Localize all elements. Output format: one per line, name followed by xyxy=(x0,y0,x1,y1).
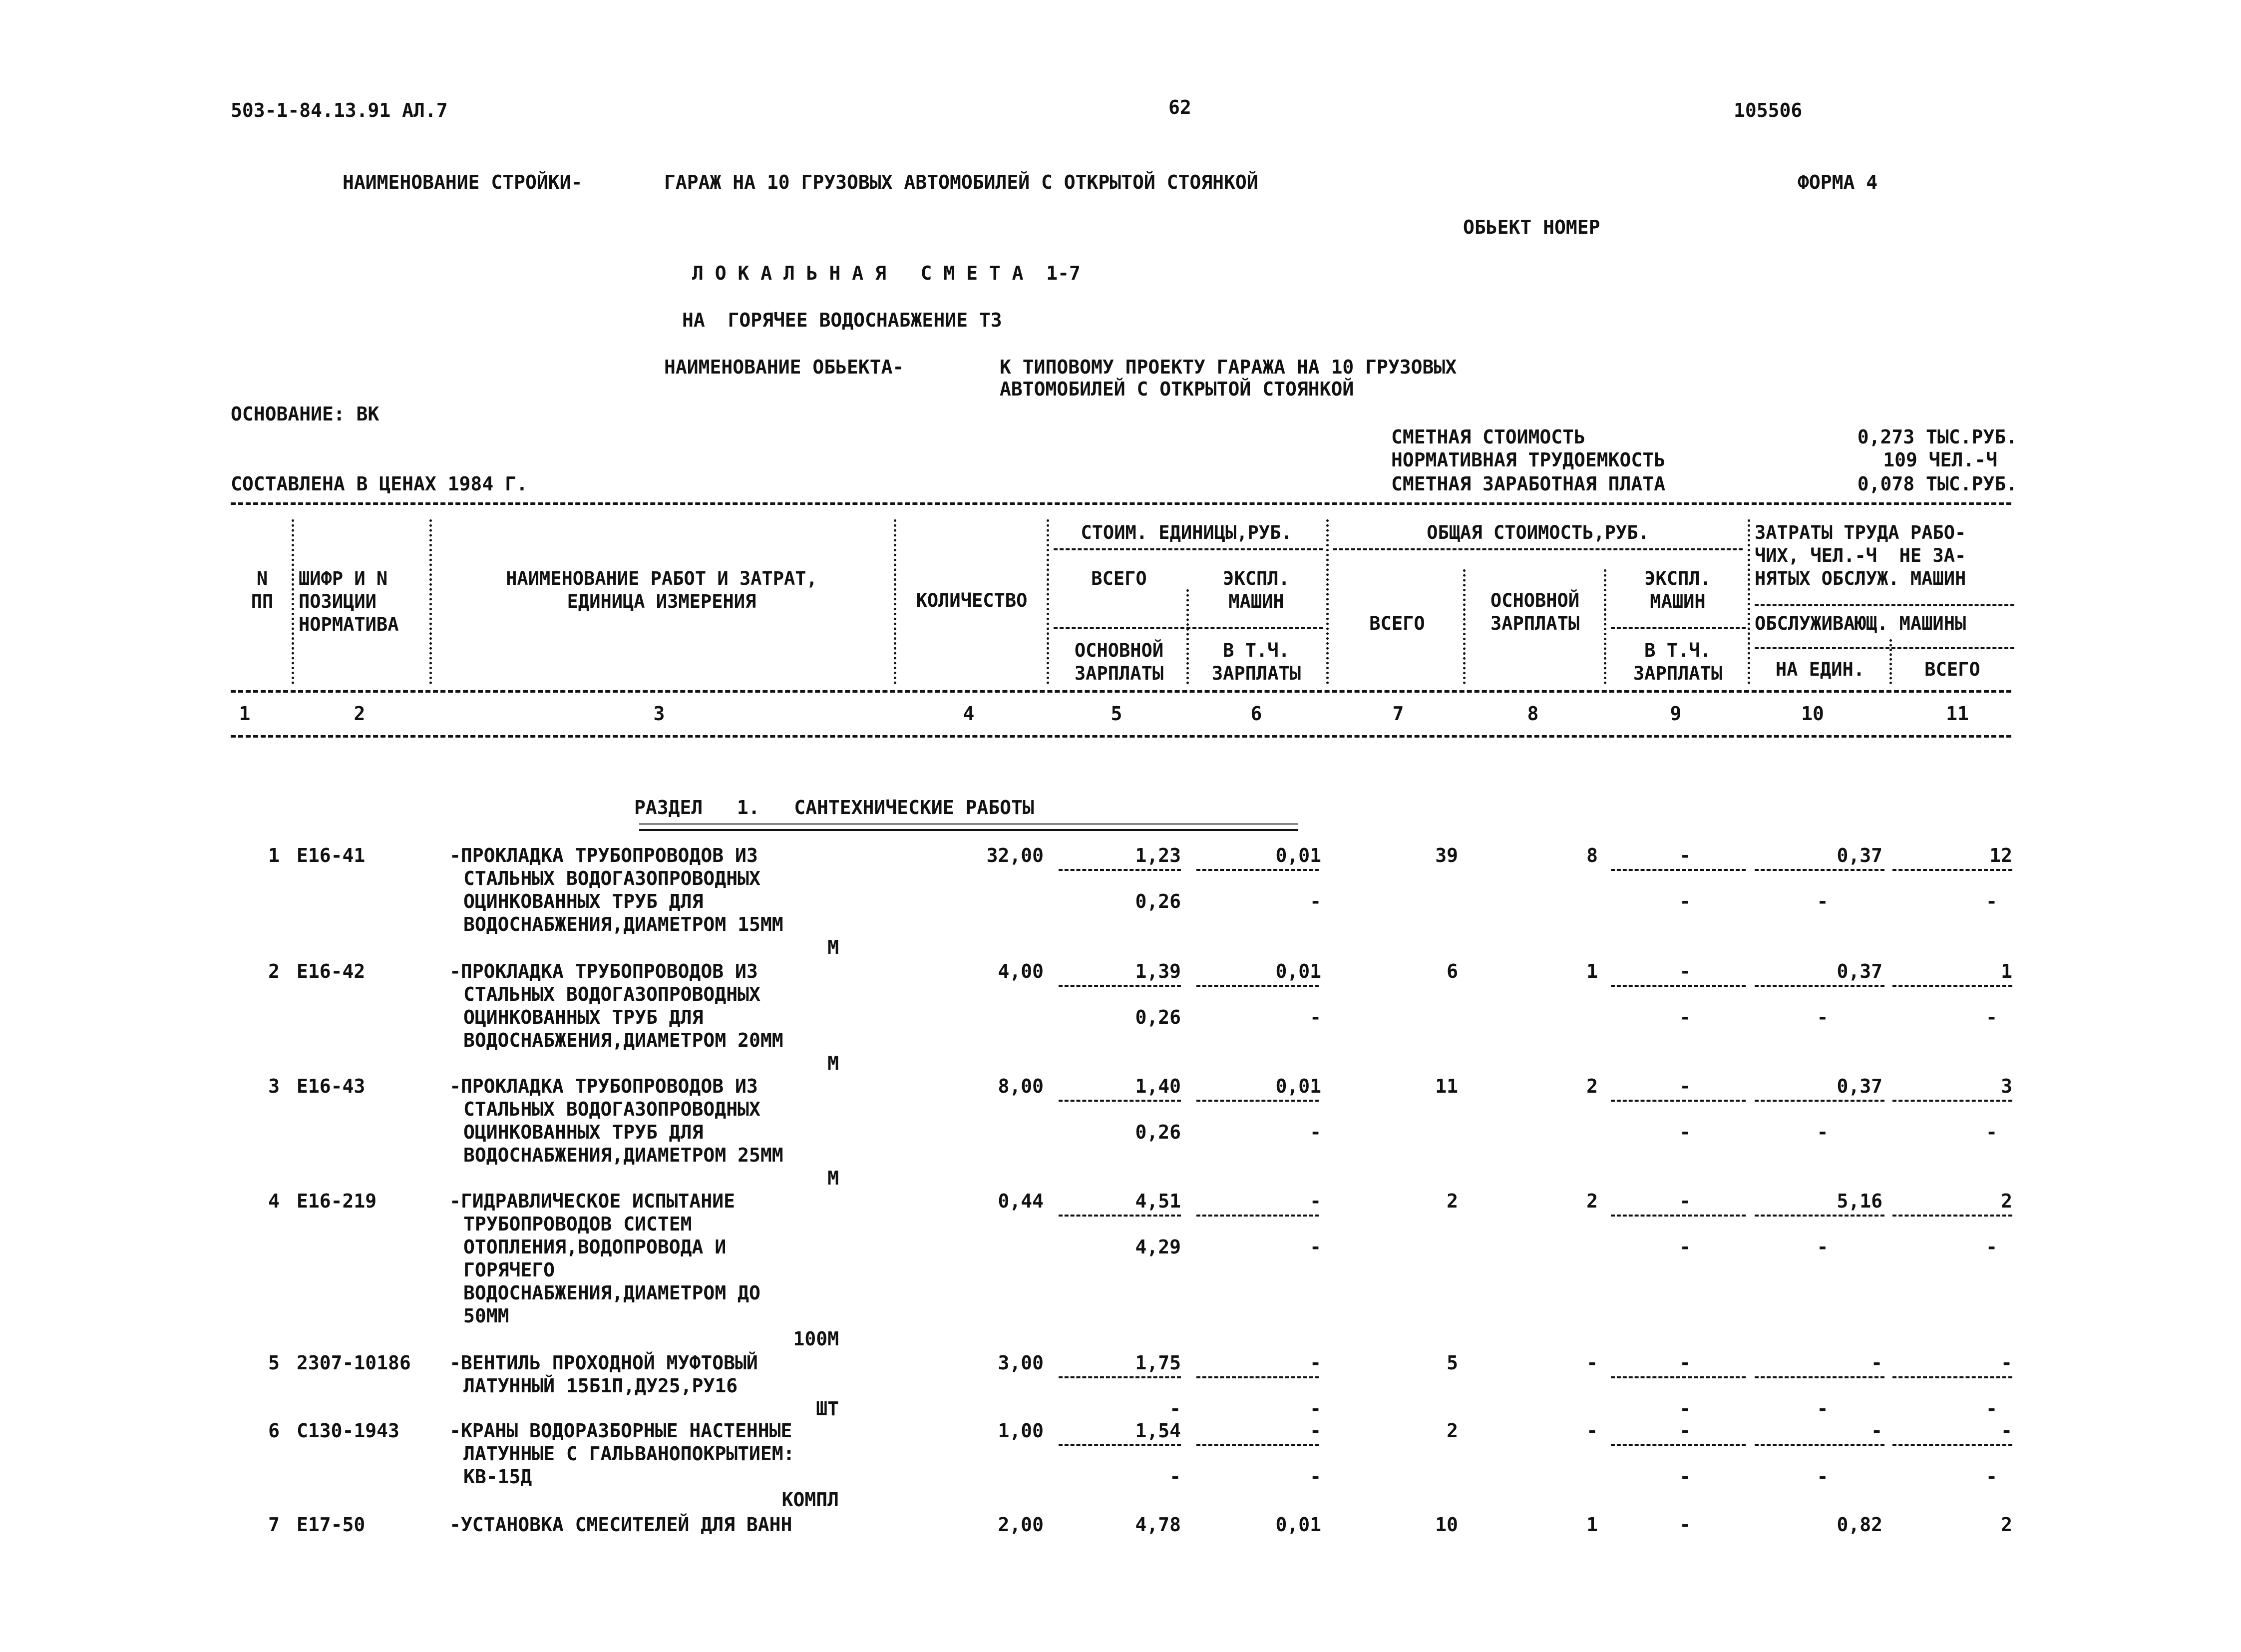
row-description: -ПРОКЛАДКА ТРУБОПРОВОДОВ ИЗ xyxy=(449,960,758,982)
row-description: ЛАТУННЫЕ С ГАЛЬВАНОПОКРЫТИЕМ: xyxy=(463,1443,795,1465)
row-total-wage: 8 xyxy=(1586,844,1598,866)
hdr-labor-service: ОБСЛУЖИВАЮЩ. МАШИНЫ xyxy=(1755,613,1966,634)
hdr-labor-per-unit: НА ЕДИН. xyxy=(1775,659,1865,680)
row-total-machines: - xyxy=(1679,844,1691,866)
hdr-unit-incl-wage: В Т.Ч. ЗАРПЛАТЫ xyxy=(1211,640,1301,684)
hdr-labor-total: ВСЕГО xyxy=(1924,659,1980,680)
col-sep xyxy=(429,519,432,684)
col-sep xyxy=(1326,519,1329,684)
row-rule xyxy=(1611,985,1746,987)
row-labor-total: - xyxy=(2001,1420,2012,1442)
row-quantity: 2,00 xyxy=(998,1514,1044,1536)
row-rule xyxy=(1892,1444,2012,1446)
row-labor-total: - xyxy=(2001,1352,2012,1374)
row-number: 1 xyxy=(268,844,280,866)
document-code: 503-1-84.13.91 АЛ.7 xyxy=(231,99,448,121)
row-code: Е17-50 xyxy=(297,1514,366,1536)
row-number: 2 xyxy=(268,960,280,982)
row-unit-wage: - xyxy=(1169,1398,1181,1420)
row-unit-machines: - xyxy=(1310,1190,1321,1212)
row-total-machines: - xyxy=(1679,1352,1691,1374)
row-rule xyxy=(1755,1215,1884,1217)
row-rule xyxy=(1196,1376,1319,1378)
row-description: 50ММ xyxy=(463,1305,509,1327)
row-rule xyxy=(1196,869,1319,871)
hdr-n: N ПП xyxy=(251,568,274,612)
header-inner-rule xyxy=(1333,548,1743,550)
row-total-machines: - xyxy=(1679,1075,1691,1097)
row-unit: М xyxy=(827,1052,839,1074)
row-code: С130-1943 xyxy=(297,1420,399,1442)
object-name-line1: К ТИПОВОМУ ПРОЕКТУ ГАРАЖА НА 10 ГРУЗОВЫХ xyxy=(1000,356,1457,378)
row-unit-incl-wage: - xyxy=(1310,1121,1321,1143)
col-num: 6 xyxy=(1250,703,1262,725)
row-description: ВОДОСНАБЖЕНИЯ,ДИАМЕТРОМ ДО xyxy=(463,1282,760,1304)
row-total: 6 xyxy=(1447,960,1458,982)
row-service-per-unit: - xyxy=(1817,1236,1829,1258)
row-rule xyxy=(1059,1215,1181,1217)
row-unit-incl-wage: - xyxy=(1310,1466,1321,1488)
row-quantity: 32,00 xyxy=(986,844,1044,866)
hdr-total-all: ВСЕГО xyxy=(1369,613,1425,634)
row-description: -ПРОКЛАДКА ТРУБОПРОВОДОВ ИЗ xyxy=(449,844,758,866)
row-quantity: 3,00 xyxy=(998,1352,1044,1374)
hdr-unit-total: ВСЕГО xyxy=(1091,568,1147,589)
document-number: 105506 xyxy=(1734,99,1803,121)
row-total-incl-wage: - xyxy=(1679,1466,1691,1488)
row-total-wage: 2 xyxy=(1586,1190,1598,1212)
labor-intensity-label: НОРМАТИВНАЯ ТРУДОЕМКОСТЬ xyxy=(1391,449,1666,471)
row-total-wage: 1 xyxy=(1586,960,1598,982)
row-description: ГОРЯЧЕГО xyxy=(463,1259,555,1281)
row-unit-total: 1,75 xyxy=(1135,1352,1181,1374)
object-label: НАИМЕНОВАНИЕ ОБЬЕКТА- xyxy=(664,356,904,378)
hdr-labor: ЗАТРАТЫ ТРУДА РАБО- ЧИХ, ЧЕЛ.-Ч НЕ ЗА- НЯТЫХ ОБСЛУЖ. МАШИН xyxy=(1755,522,1966,589)
row-quantity: 0,44 xyxy=(998,1190,1044,1212)
row-labor-per-unit: 0,37 xyxy=(1837,960,1882,982)
hdr-total-incl-wage: В Т.Ч. ЗАРПЛАТЫ xyxy=(1633,640,1723,684)
header-top-rule xyxy=(231,502,2011,505)
col-num: 11 xyxy=(1946,703,1969,725)
form-number: ФОРМА 4 xyxy=(1798,171,1878,193)
wage-fund-value: 0,078 ТЫС.РУБ. xyxy=(1857,473,2017,495)
hdr-unit-machines: ЭКСПЛ. МАШИН xyxy=(1223,568,1290,612)
labor-intensity-value: 109 ЧЕЛ.-Ч xyxy=(1883,449,1997,471)
row-rule xyxy=(1611,1215,1746,1217)
col-sep xyxy=(1463,569,1466,684)
row-description: СТАЛЬНЫХ ВОДОГАЗОПРОВОДНЫХ xyxy=(463,983,760,1005)
row-rule xyxy=(1196,1444,1319,1446)
row-rule xyxy=(1755,1444,1884,1446)
row-unit-total: 4,78 xyxy=(1135,1514,1181,1536)
row-total-machines: - xyxy=(1679,1514,1691,1536)
row-description: ОЦИНКОВАННЫХ ТРУБ ДЛЯ xyxy=(463,1006,704,1028)
row-description: -УСТАНОВКА СМЕСИТЕЛЕЙ ДЛЯ ВАНН xyxy=(449,1514,792,1536)
row-rule xyxy=(1611,1376,1746,1378)
row-total: 11 xyxy=(1435,1075,1458,1097)
row-service-per-unit: - xyxy=(1817,890,1829,912)
row-service-per-unit: - xyxy=(1817,1466,1829,1488)
row-rule xyxy=(1755,869,1884,871)
row-unit-incl-wage: - xyxy=(1310,1398,1321,1420)
row-rule xyxy=(1755,1100,1884,1102)
row-unit-machines: 0,01 xyxy=(1275,844,1321,866)
row-total-wage: 1 xyxy=(1586,1514,1598,1536)
row-unit-incl-wage: - xyxy=(1310,890,1321,912)
hdr-total-machines: ЭКСПЛ. МАШИН xyxy=(1644,568,1711,612)
row-rule xyxy=(1892,985,2012,987)
row-code: Е16-41 xyxy=(297,844,366,866)
row-number: 5 xyxy=(268,1352,280,1374)
wage-fund-label: СМЕТНАЯ ЗАРАБОТНАЯ ПЛАТА xyxy=(1391,473,1666,495)
row-description: ОЦИНКОВАННЫХ ТРУБ ДЛЯ xyxy=(463,890,704,912)
header-mid-rule xyxy=(231,690,2011,693)
hdr-unit-cost: СТОИМ. ЕДИНИЦЫ,РУБ. xyxy=(1081,522,1292,543)
row-code: Е16-219 xyxy=(297,1190,377,1212)
header-inner-rule xyxy=(1054,627,1323,629)
row-description: -КРАНЫ ВОДОРАЗБОРНЫЕ НАСТЕННЫЕ xyxy=(449,1420,792,1442)
price-basis: СОСТАВЛЕНА В ЦЕНАХ 1984 Г. xyxy=(231,473,528,495)
row-unit-machines: 0,01 xyxy=(1275,1514,1321,1536)
row-unit-total: 1,23 xyxy=(1135,844,1181,866)
row-total: 10 xyxy=(1435,1514,1458,1536)
header-inner-rule xyxy=(1054,548,1323,550)
row-description: СТАЛЬНЫХ ВОДОГАЗОПРОВОДНЫХ xyxy=(463,867,760,889)
row-rule xyxy=(1196,985,1319,987)
construction-name: ГАРАЖ НА 10 ГРУЗОВЫХ АВТОМОБИЛЕЙ С ОТКРЫТОЙ СТОЯНКОЙ xyxy=(664,171,1258,193)
row-service-per-unit: - xyxy=(1817,1006,1829,1028)
row-unit-machines: 0,01 xyxy=(1275,960,1321,982)
construction-label: НАИМЕНОВАНИЕ СТРОЙКИ- xyxy=(343,171,583,193)
row-number: 3 xyxy=(268,1075,280,1097)
row-total-incl-wage: - xyxy=(1679,1236,1691,1258)
row-number: 6 xyxy=(268,1420,280,1442)
row-unit-total: 4,51 xyxy=(1135,1190,1181,1212)
hdr-quantity: КОЛИЧЕСТВО xyxy=(916,590,1028,611)
row-total-wage: - xyxy=(1586,1352,1598,1374)
row-labor-per-unit: - xyxy=(1871,1352,1882,1374)
row-rule xyxy=(1892,1215,2012,1217)
object-number: ОБЬЕКТ НОМЕР xyxy=(1463,216,1600,238)
row-labor-per-unit: - xyxy=(1871,1420,1882,1442)
row-description: ТРУБОПРОВОДОВ СИСТЕМ xyxy=(463,1213,692,1235)
row-unit-wage: - xyxy=(1169,1466,1181,1488)
hdr-code: ШИФР И N ПОЗИЦИИ НОРМАТИВА xyxy=(299,568,399,635)
header-inner-rule xyxy=(1755,604,2014,606)
row-service-total: - xyxy=(1986,890,1997,912)
row-description: КВ-15Д xyxy=(463,1466,532,1488)
row-description: ВОДОСНАБЖЕНИЯ,ДИАМЕТРОМ 15ММ xyxy=(463,913,783,935)
row-labor-per-unit: 5,16 xyxy=(1837,1190,1882,1212)
row-description: -ПРОКЛАДКА ТРУБОПРОВОДОВ ИЗ xyxy=(449,1075,758,1097)
row-number: 4 xyxy=(268,1190,280,1212)
row-rule xyxy=(1059,869,1181,871)
row-rule xyxy=(1892,1376,2012,1378)
col-sep xyxy=(1604,569,1606,684)
page-number: 62 xyxy=(1168,96,1191,118)
row-total: 2 xyxy=(1447,1420,1458,1442)
hdr-description: НАИМЕНОВАНИЕ РАБОТ И ЗАТРАТ, ЕДИНИЦА ИЗМЕРЕНИЯ xyxy=(506,568,817,612)
section-title: РАЗДЕЛ 1. САНТЕХНИЧЕСКИЕ РАБОТЫ xyxy=(634,797,1034,819)
row-unit-wage: 0,26 xyxy=(1135,1121,1181,1143)
row-labor-total: 3 xyxy=(2001,1075,2012,1097)
row-service-per-unit: - xyxy=(1817,1398,1829,1420)
row-unit-incl-wage: - xyxy=(1310,1006,1321,1028)
col-num: 1 xyxy=(239,703,251,725)
row-unit-wage: 0,26 xyxy=(1135,1006,1181,1028)
row-service-total: - xyxy=(1986,1006,1997,1028)
col-num: 2 xyxy=(354,703,366,725)
row-description: ОЦИНКОВАННЫХ ТРУБ ДЛЯ xyxy=(463,1121,704,1143)
row-total-machines: - xyxy=(1679,960,1691,982)
col-num: 8 xyxy=(1527,703,1539,725)
col-sep xyxy=(1047,519,1049,684)
row-total-machines: - xyxy=(1679,1190,1691,1212)
row-rule xyxy=(1892,869,2012,871)
row-unit-incl-wage: - xyxy=(1310,1236,1321,1258)
col-sep xyxy=(1889,639,1892,684)
total-cost-value: 0,273 ТЫС.РУБ. xyxy=(1857,426,2017,448)
col-sep xyxy=(1748,519,1750,684)
col-num: 10 xyxy=(1801,703,1824,725)
row-unit-total: 1,54 xyxy=(1135,1420,1181,1442)
row-total: 5 xyxy=(1447,1352,1458,1374)
row-unit-wage: 0,26 xyxy=(1135,890,1181,912)
row-unit-total: 1,40 xyxy=(1135,1075,1181,1097)
row-service-total: - xyxy=(1986,1398,1997,1420)
row-service-total: - xyxy=(1986,1121,1997,1143)
col-sep xyxy=(292,519,294,684)
col-num: 4 xyxy=(963,703,975,725)
row-labor-total: 2 xyxy=(2001,1190,2012,1212)
row-total-wage: 2 xyxy=(1586,1075,1598,1097)
row-code: Е16-42 xyxy=(297,960,366,982)
row-unit-wage: 4,29 xyxy=(1135,1236,1181,1258)
row-rule xyxy=(1611,869,1746,871)
row-description: ЛАТУННЫЙ 15Б1П,ДУ25,РУ16 xyxy=(463,1375,738,1397)
row-labor-total: 2 xyxy=(2001,1514,2012,1536)
col-num: 9 xyxy=(1670,703,1682,725)
row-quantity: 1,00 xyxy=(998,1420,1044,1442)
hdr-unit-wage: ОСНОВНОЙ ЗАРПЛАТЫ xyxy=(1074,640,1164,684)
row-total-incl-wage: - xyxy=(1679,1121,1691,1143)
basis: ОСНОВАНИЕ: ВК xyxy=(231,403,379,425)
row-description: -ВЕНТИЛЬ ПРОХОДНОЙ МУФТОВЫЙ xyxy=(449,1352,758,1374)
header-bottom-rule xyxy=(231,735,2011,738)
row-rule xyxy=(1755,1376,1884,1378)
header-inner-rule xyxy=(1611,627,1746,629)
col-num: 3 xyxy=(653,703,665,725)
estimate-title: Л О К А Л Ь Н А Я С М Е Т А 1-7 xyxy=(692,262,1081,284)
row-unit-machines: - xyxy=(1310,1420,1321,1442)
row-unit-machines: 0,01 xyxy=(1275,1075,1321,1097)
hdr-total-wage: ОСНОВНОЙ ЗАРПЛАТЫ xyxy=(1490,590,1580,634)
row-description: ВОДОСНАБЖЕНИЯ,ДИАМЕТРОМ 25ММ xyxy=(463,1144,783,1166)
row-description: СТАЛЬНЫХ ВОДОГАЗОПРОВОДНЫХ xyxy=(463,1098,760,1120)
row-rule xyxy=(1059,1444,1181,1446)
row-total: 39 xyxy=(1435,844,1458,866)
object-name-line2: АВТОМОБИЛЕЙ С ОТКРЫТОЙ СТОЯНКОЙ xyxy=(1000,378,1354,400)
row-rule xyxy=(1059,1100,1181,1102)
row-rule xyxy=(1755,985,1884,987)
row-rule xyxy=(1196,1215,1319,1217)
col-num: 5 xyxy=(1111,703,1122,725)
row-labor-per-unit: 0,37 xyxy=(1837,1075,1882,1097)
row-unit-total: 1,39 xyxy=(1135,960,1181,982)
row-labor-per-unit: 0,82 xyxy=(1837,1514,1882,1536)
row-rule xyxy=(1059,1376,1181,1378)
row-unit: КОМПЛ xyxy=(781,1489,839,1511)
row-unit: 100М xyxy=(793,1328,839,1350)
row-code: 2307-10186 xyxy=(297,1352,411,1374)
col-sep xyxy=(1186,589,1189,684)
col-sep xyxy=(894,519,896,684)
estimate-subtitle: НА ГОРЯЧЕЕ ВОДОСНАБЖЕНИЕ Т3 xyxy=(682,309,1002,331)
row-unit: М xyxy=(827,936,839,958)
col-num: 7 xyxy=(1392,703,1404,725)
row-number: 7 xyxy=(268,1514,280,1536)
row-description: -ГИДРАВЛИЧЕСКОЕ ИСПЫТАНИЕ xyxy=(449,1190,735,1212)
row-service-per-unit: - xyxy=(1817,1121,1829,1143)
row-unit-machines: - xyxy=(1310,1352,1321,1374)
row-total-machines: - xyxy=(1679,1420,1691,1442)
row-rule xyxy=(1059,985,1181,987)
row-total-incl-wage: - xyxy=(1679,1006,1691,1028)
row-rule xyxy=(1611,1100,1746,1102)
row-code: Е16-43 xyxy=(297,1075,366,1097)
row-service-total: - xyxy=(1986,1236,1997,1258)
row-labor-per-unit: 0,37 xyxy=(1837,844,1882,866)
row-labor-total: 1 xyxy=(2001,960,2012,982)
row-total-incl-wage: - xyxy=(1679,1398,1691,1420)
row-description: ВОДОСНАБЖЕНИЯ,ДИАМЕТРОМ 20ММ xyxy=(463,1029,783,1051)
row-labor-total: 12 xyxy=(1989,844,2012,866)
section-underline xyxy=(639,823,1298,831)
row-service-total: - xyxy=(1986,1466,1997,1488)
row-quantity: 4,00 xyxy=(998,960,1044,982)
header-inner-rule xyxy=(1755,647,2014,649)
row-rule xyxy=(1196,1100,1319,1102)
row-rule xyxy=(1611,1444,1746,1446)
row-unit: ШТ xyxy=(816,1398,839,1420)
row-rule xyxy=(1892,1100,2012,1102)
total-cost-label: СМЕТНАЯ СТОИМОСТЬ xyxy=(1391,426,1585,448)
row-total-incl-wage: - xyxy=(1679,890,1691,912)
row-total: 2 xyxy=(1447,1190,1458,1212)
row-total-wage: - xyxy=(1586,1420,1598,1442)
hdr-total-cost: ОБЩАЯ СТОИМОСТЬ,РУБ. xyxy=(1427,522,1649,543)
row-unit: М xyxy=(827,1167,839,1189)
row-description: ОТОПЛЕНИЯ,ВОДОПРОВОДА И xyxy=(463,1236,727,1258)
row-quantity: 8,00 xyxy=(998,1075,1044,1097)
